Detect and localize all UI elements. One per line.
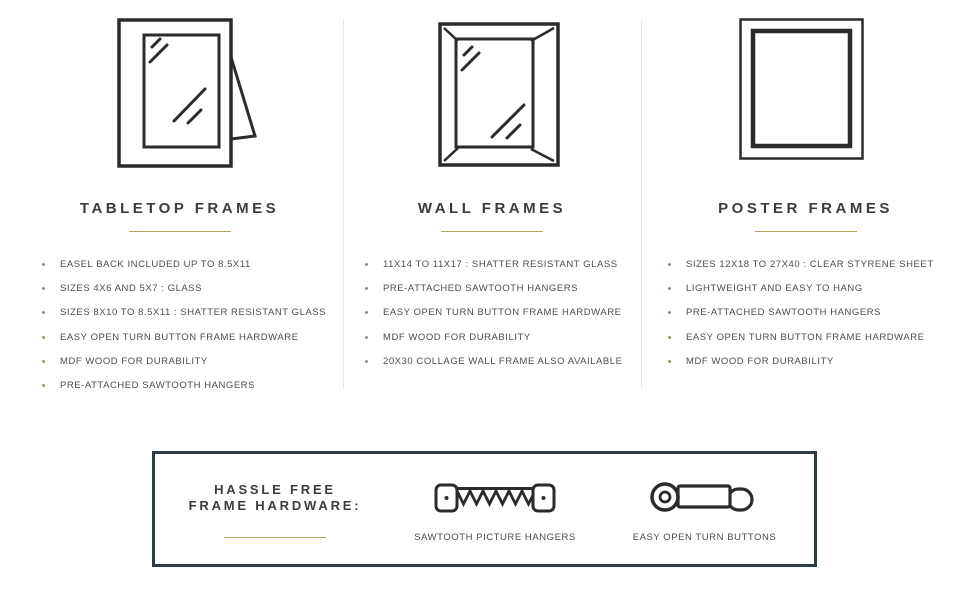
- hardware-box-title: [189, 482, 362, 513]
- feature-bullet-item: [668, 349, 970, 373]
- turn-button-icon: [649, 478, 761, 523]
- bullet-text: EASY OPEN TURN BUTTON FRAME HARDWARE: [60, 331, 299, 343]
- bullet-text: EASEL BACK INCLUDED UP TO 8.5X11: [60, 258, 251, 270]
- bullet-dot-icon: [668, 311, 671, 314]
- hardware-box-title-block: [155, 454, 395, 564]
- bullet-dot-icon: [365, 311, 368, 314]
- feature-bullet-item: [42, 276, 343, 300]
- sawtooth-hanger-icon: [434, 478, 556, 523]
- bullet-dot-icon: [42, 336, 45, 339]
- column-divider: [641, 20, 642, 388]
- bullet-text: 20X30 COLLAGE WALL FRAME ALSO AVAILABLE: [383, 355, 623, 367]
- bullet-text: MDF WOOD FOR DURABILITY: [60, 355, 208, 367]
- bullet-dot-icon: [42, 311, 45, 314]
- feature-bullet-item: [365, 276, 641, 300]
- bullet-text: LIGHTWEIGHT AND EASY TO HANG: [686, 282, 863, 294]
- hardware-item-turn-button: [595, 454, 814, 564]
- tabletop-frame-icon: [0, 18, 343, 178]
- gold-underline: [441, 231, 543, 232]
- feature-bullet-item: [42, 373, 343, 397]
- feature-bullet-item: [668, 301, 970, 325]
- column-wall-frames: [343, 0, 641, 451]
- bullet-text: MDF WOOD FOR DURABILITY: [686, 355, 834, 367]
- bullet-text: PRE-ATTACHED SAWTOOTH HANGERS: [686, 307, 882, 319]
- bullet-dot-icon: [42, 263, 45, 266]
- bullet-dot-icon: [668, 287, 671, 290]
- bullet-text: MDF WOOD FOR DURABILITY: [383, 331, 531, 343]
- feature-bullet-item: [668, 276, 970, 300]
- feature-bullet-item: [365, 301, 641, 325]
- feature-bullet-item: [42, 349, 343, 373]
- wall-frame-icon: [343, 18, 641, 178]
- feature-bullet-list: [343, 252, 641, 373]
- feature-bullet-item: [365, 252, 641, 276]
- feature-bullet-item: [42, 252, 343, 276]
- feature-bullet-item: [365, 349, 641, 373]
- bullet-text: EASY OPEN TURN BUTTON FRAME HARDWARE: [686, 331, 925, 343]
- bullet-text: PRE-ATTACHED SAWTOOTH HANGERS: [383, 282, 579, 294]
- hardware-item-label: SAWTOOTH PICTURE HANGERS: [414, 532, 576, 543]
- bullet-text: SIZES 8X10 TO 8.5X11 : SHATTER RESISTANT GLASS: [60, 307, 327, 319]
- bullet-dot-icon: [42, 360, 45, 363]
- column-tabletop-frames: [0, 0, 343, 451]
- feature-bullet-item: [42, 325, 343, 349]
- gold-underline: [755, 231, 857, 232]
- bullet-dot-icon: [365, 336, 368, 339]
- bullet-dot-icon: [42, 287, 45, 290]
- bullet-dot-icon: [668, 360, 671, 363]
- bullet-text: EASY OPEN TURN BUTTON FRAME HARDWARE: [383, 307, 622, 319]
- feature-bullet-item: [365, 325, 641, 349]
- gold-underline: [224, 537, 326, 538]
- feature-bullet-item: [668, 325, 970, 349]
- hardware-item-sawtooth: [395, 454, 595, 564]
- bullet-dot-icon: [365, 287, 368, 290]
- bullet-text: PRE-ATTACHED SAWTOOTH HANGERS: [60, 380, 256, 392]
- hardware-title-line2: FRAME HARDWARE:: [188, 497, 362, 513]
- hardware-item-label: EASY OPEN TURN BUTTONS: [632, 532, 777, 543]
- bullet-dot-icon: [365, 263, 368, 266]
- bullet-dot-icon: [42, 384, 45, 387]
- column-title: TABLETOP FRAMES: [79, 200, 280, 217]
- bullet-text: 11X14 TO 11X17 : SHATTER RESISTANT GLASS: [383, 258, 618, 270]
- column-poster-frames: [641, 0, 970, 451]
- hassle-free-hardware-box: [152, 451, 817, 567]
- column-title: POSTER FRAMES: [718, 200, 893, 217]
- hardware-title-line1: HASSLE FREE: [214, 482, 336, 497]
- feature-bullet-list: [641, 252, 970, 373]
- poster-frame-icon: [641, 18, 970, 178]
- feature-bullet-item: [668, 252, 970, 276]
- bullet-text: SIZES 12X18 TO 27X40 : CLEAR STYRENE SHEET: [686, 258, 934, 270]
- bullet-dot-icon: [668, 336, 671, 339]
- bullet-text: SIZES 4X6 AND 5X7 : GLASS: [60, 282, 203, 294]
- bullet-dot-icon: [668, 263, 671, 266]
- feature-bullet-list: [0, 252, 343, 398]
- gold-underline: [129, 231, 231, 232]
- feature-bullet-item: [42, 301, 343, 325]
- bullet-dot-icon: [365, 360, 368, 363]
- column-title: WALL FRAMES: [417, 200, 567, 217]
